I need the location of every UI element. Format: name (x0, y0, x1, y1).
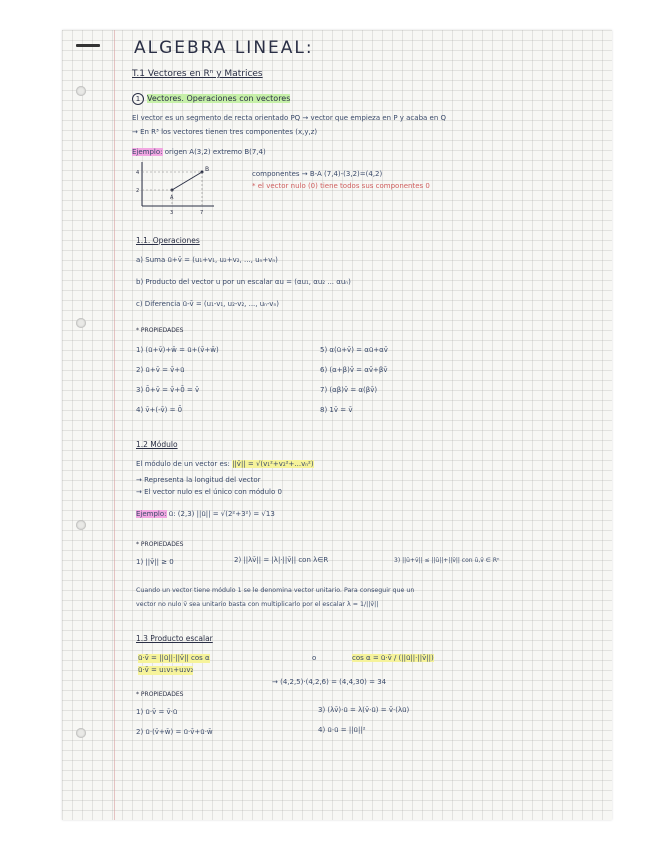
modulo-formula: ||v̄|| = √(v₁²+v₂²+...vₙ²) (232, 460, 314, 468)
dot-product-formula: ū·v̄ = ||ū||·||v̄|| cos α (138, 654, 210, 662)
properties-heading: * PROPIEDADES (136, 541, 184, 548)
unit-vector-text: Cuando un vector tiene módulo 1 se le denomina vector unitario. Para conseguir que un (136, 587, 415, 594)
intro-line: El vector es un segmento de recta orientado PQ → vector que empieza en P y acaba en Q (132, 114, 446, 122)
unit-vector-text: vector no nulo v̄ sea unitario basta con multiplicarlo por el escalar λ = 1/||v̄|| (136, 601, 379, 608)
modulo-def-text: El módulo de un vector es: (136, 460, 230, 468)
binder-hole (76, 728, 86, 738)
property-item: 1) (ū+v̄)+w̄ = ū+(v̄+w̄) (136, 346, 219, 354)
dot-product-formula: ū·v̄ = u₁v₁+u₂v₂ (138, 666, 194, 674)
modulo-heading: 1.2 Módulo (136, 440, 178, 449)
example-text: ū: (2,3) ||ū|| = √(2²+3²) = √13 (168, 510, 275, 518)
properties-heading: * PROPIEDADES (136, 691, 184, 698)
property-item: 2) ||λv̄|| = |λ|·||v̄|| con λ∈R (234, 556, 329, 564)
operation-item: c) Diferencia ū-v̄ = (u₁-v₁, u₂-v₂, ..., uₙ-vₙ) (136, 300, 279, 308)
property-item: 5) α(ū+v̄) = αū+αv̄ (320, 346, 388, 354)
property-item: 1) ||v̄|| ≥ 0 (136, 558, 174, 566)
operation-item: a) Suma ū+v̄ = (u₁+v₁, u₂+v₂, ..., uₙ+vₙ) (136, 256, 278, 264)
section-label: Vectores. Operaciones con vectores (147, 94, 291, 103)
binder-hole (76, 318, 86, 328)
property-item: 8) 1v̄ = v̄ (320, 406, 353, 414)
section-heading (132, 93, 290, 105)
intro-line: → En R³ los vectores tienen tres componentes (x,y,z) (132, 128, 318, 136)
property-item: 3) ||ū+v̄|| ≤ ||ū||+||v̄|| con ū,v̄ ∈ Rⁿ (394, 557, 500, 564)
cosine-formula (352, 654, 434, 663)
page-title: ALGEBRA LINEAL: (134, 38, 314, 58)
property-item: 6) (α+β)v̄ = αv̄+βv̄ (320, 366, 388, 374)
components-line: componentes → B-A (7,4)-(3,2)=(4,2) (252, 170, 383, 178)
example-line (132, 148, 266, 157)
dot-product-example: → (4,2,5)·(4,2,6) = (4,4,30) = 34 (272, 678, 387, 686)
example-label: Ejemplo: (136, 510, 167, 518)
property-item: 3) (λv̄)·ū = λ(v̄·ū) = v̄·(λū) (318, 706, 410, 714)
cosine-formula-text: cos α = ū·v̄ / (||ū||·||v̄||) (352, 654, 434, 662)
property-item: 1) ū·v̄ = v̄·ū (136, 708, 178, 716)
property-item: 4) v̄+(-v̄) = 0̄ (136, 406, 183, 414)
modulo-note: → El vector nulo es el único con módulo 0 (136, 488, 282, 496)
null-vector-note: * el vector nulo (0) tiene todos sus componentes 0 (252, 182, 430, 190)
property-item: 3) 0̄+v̄ = v̄+0̄ = v̄ (136, 386, 200, 394)
notebook-page (62, 30, 612, 820)
or-text: o (312, 654, 317, 662)
unit-title: T.1 Vectores en Rⁿ y Matrices (132, 69, 263, 79)
operation-item: b) Producto del vector u por un escalar αu = (αu₁, αu₂ ... αuₙ) (136, 278, 351, 286)
property-item: 7) (αβ)v̄ = α(βv̄) (320, 386, 378, 394)
y-tick: 4 (136, 170, 140, 176)
binder-hole (76, 520, 86, 530)
property-item: 4) ū·ū = ||ū||² (318, 726, 366, 734)
modulo-definition (136, 460, 314, 469)
operations-heading: 1.1. Operaciones (136, 236, 200, 245)
x-tick: 7 (200, 210, 204, 216)
property-item: 2) ū·(v̄+w̄) = ū·v̄+ū·w̄ (136, 728, 213, 736)
example-text: origen A(3,2) extremo B(7,4) (164, 148, 266, 156)
point-b-label: B (205, 166, 210, 173)
vector-ab (172, 172, 202, 190)
properties-heading: * PROPIEDADES (136, 327, 184, 334)
section-number: 1 (132, 93, 144, 105)
margin-line (114, 30, 115, 820)
modulo-note: → Representa la longitud del vector (136, 476, 261, 484)
point-a-label: A (170, 195, 174, 201)
binder-bar (76, 44, 100, 47)
example-label: Ejemplo: (132, 148, 163, 156)
vector-graph (136, 162, 216, 214)
property-item: 2) ū+v̄ = v̄+ū (136, 366, 185, 374)
x-tick: 3 (170, 210, 174, 216)
dot-product-heading: 1.3 Producto escalar (136, 634, 213, 643)
y-tick: 2 (136, 188, 140, 194)
modulo-example (136, 510, 275, 519)
binder-hole (76, 86, 86, 96)
